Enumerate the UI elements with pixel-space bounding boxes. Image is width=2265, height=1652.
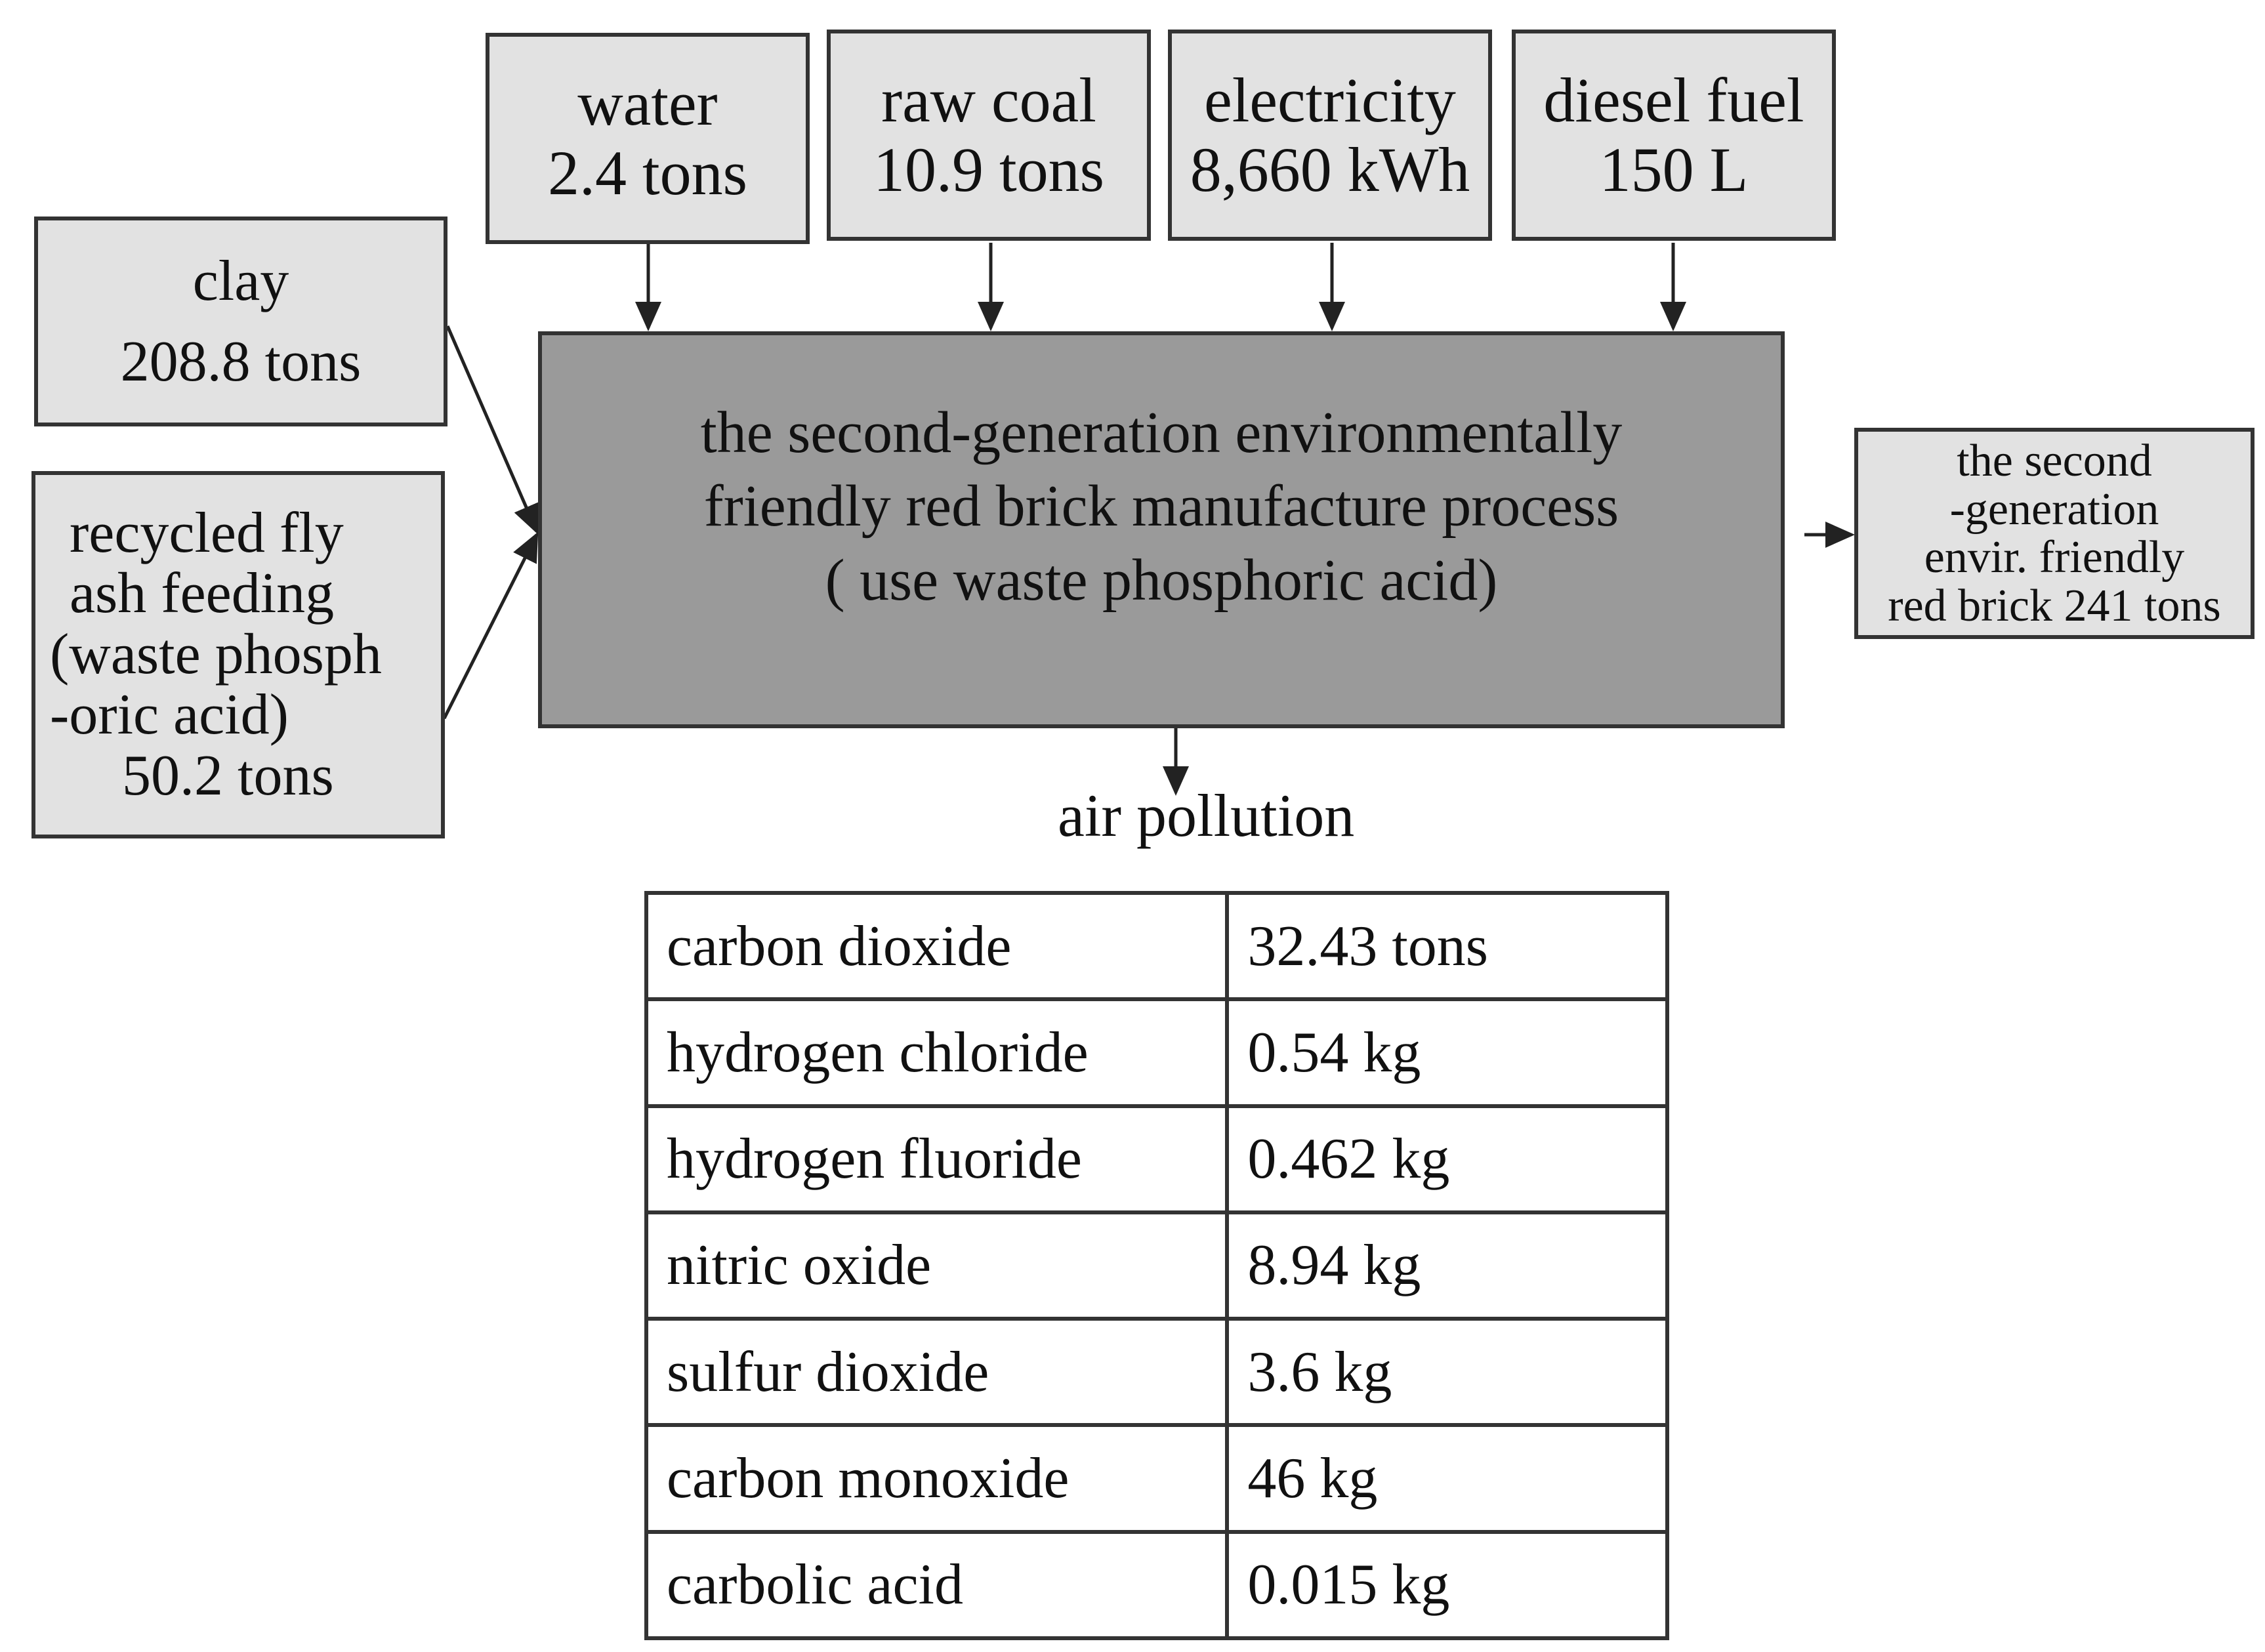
input-clay-box — [34, 217, 447, 426]
pollutant-name: sulfur dioxide — [646, 1319, 1227, 1425]
table-row — [646, 999, 1667, 1105]
input-water-amount: 2.4 tons — [547, 138, 748, 208]
process-line-2: friendly red brick manufacture process — [703, 474, 1619, 539]
input-water-box — [486, 33, 810, 244]
input-electricity-name: electricity — [1204, 65, 1456, 136]
input-electricity-box — [1168, 30, 1492, 241]
pollutant-value: 0.462 kg — [1227, 1106, 1667, 1212]
pollutant-value: 32.43 tons — [1227, 893, 1667, 999]
pollutant-name: carbolic acid — [646, 1532, 1227, 1638]
input-water-name: water — [577, 68, 718, 139]
output-line-2: -generation — [1949, 484, 2159, 535]
input-raw-coal-amount: 10.9 tons — [873, 134, 1105, 205]
arrow-clay — [447, 326, 537, 531]
input-diesel-fuel-name: diesel fuel — [1543, 65, 1804, 136]
input-clay-name: clay — [192, 249, 289, 313]
input-diesel-fuel-box — [1512, 30, 1836, 241]
pollutant-value: 3.6 kg — [1227, 1319, 1667, 1425]
air-pollution-label: air pollution — [1058, 782, 1355, 849]
pollutant-name: carbon monoxide — [646, 1425, 1227, 1531]
pollutant-value: 0.54 kg — [1227, 999, 1667, 1105]
input-fly-ash-line-4: -oric acid) — [50, 683, 289, 747]
table-row — [646, 1319, 1667, 1425]
input-diesel-fuel-amount: 150 L — [1599, 134, 1749, 205]
table-row — [646, 1425, 1667, 1531]
table-row — [646, 1532, 1667, 1638]
input-clay-amount: 208.8 tons — [120, 330, 362, 394]
output-box — [1854, 428, 2255, 639]
pollutant-name: hydrogen chloride — [646, 999, 1227, 1105]
input-fly-ash-line-5: 50.2 tons — [122, 743, 334, 808]
table-row — [646, 1106, 1667, 1212]
pollutant-name: nitric oxide — [646, 1212, 1227, 1319]
table-row — [646, 893, 1667, 999]
input-fly-ash-line-3: (waste phosph — [50, 622, 382, 686]
pollutant-value: 46 kg — [1227, 1425, 1667, 1531]
pollutant-name: carbon dioxide — [646, 893, 1227, 999]
output-line-3: envir. friendly — [1924, 532, 2185, 583]
input-raw-coal-name: raw coal — [881, 65, 1096, 136]
input-fly-ash-line-2: ash feeding — [70, 562, 335, 626]
input-fly-ash-box — [31, 471, 445, 838]
arrow-fly-ash — [444, 535, 537, 718]
table-row — [646, 1212, 1667, 1319]
air-pollution-table — [644, 891, 1669, 1640]
input-fly-ash-line-1: recycled fly — [70, 501, 344, 566]
process-line-3: ( use waste phosphoric acid) — [825, 547, 1498, 613]
input-electricity-amount: 8,660 kWh — [1190, 134, 1470, 205]
output-line-1: the second — [1957, 436, 2152, 486]
process-line-1: the second-generation environmentally — [700, 400, 1623, 465]
input-raw-coal-box — [827, 30, 1151, 241]
process-box — [538, 331, 1785, 728]
pollutant-value: 0.015 kg — [1227, 1532, 1667, 1638]
pollutant-value: 8.94 kg — [1227, 1212, 1667, 1319]
pollutant-name: hydrogen fluoride — [646, 1106, 1227, 1212]
output-line-4: red brick 241 tons — [1888, 580, 2221, 631]
